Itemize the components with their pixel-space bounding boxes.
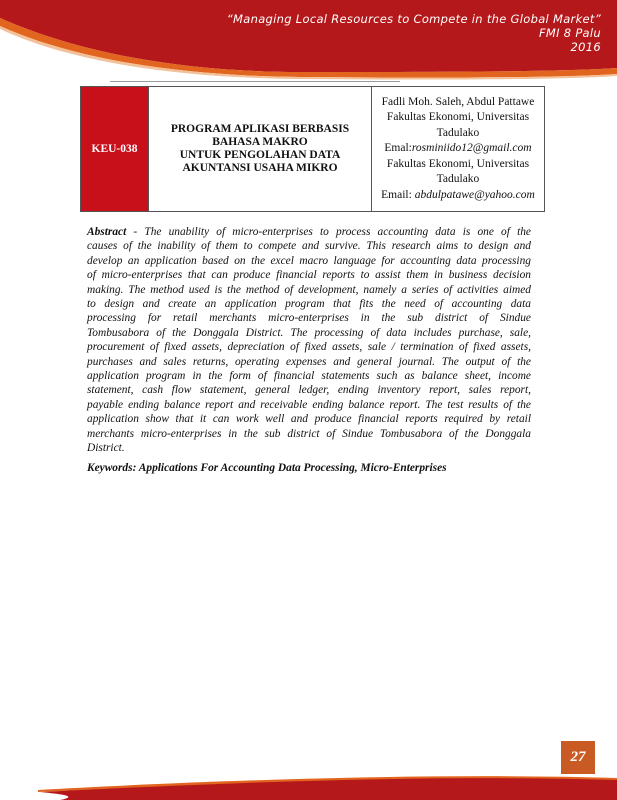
abstract-line: statement, cash flow statement, general ledger, ending inventory report, sales report, (87, 384, 531, 397)
paper-title-line: PROGRAM APLIKASI BERBASIS (170, 123, 350, 135)
affiliation-1-cont: Tadulako (436, 126, 480, 139)
paper-title-line: AKUNTANSI USAHA MIKRO (182, 162, 338, 174)
abstract-line: payable ending balance report and receivable ending balance report. The test results of the (87, 398, 531, 411)
abstract-line: District. (87, 442, 125, 455)
paper-title-line: BAHASA MAKRO (212, 136, 308, 148)
email-2-line (381, 188, 535, 204)
title-rule (110, 81, 400, 82)
abstract-line: procurement of fixed assets, depreciation of fixed assets, sale / termination of fixed assets, (87, 341, 531, 354)
email-1-prefix: Emal: (384, 142, 412, 155)
abstract-label: Abstract (87, 226, 127, 238)
keywords: Keywords: Applications For Accounting Data Processing, Micro-Enterprises (87, 462, 447, 474)
author-info (372, 87, 544, 211)
paper-code: KEU-038 (81, 87, 149, 211)
author-names: Fadli Moh. Saleh, Abdul Pattawe (381, 95, 535, 108)
header-event: FMI 8 Palu (538, 26, 601, 40)
abstract-line: application program in the form of financial statements such as balance sheet, income (87, 370, 531, 383)
abstract-line (87, 225, 531, 239)
abstract-line: merchants micro-enterprises in the sub district of Sindue Tombusabora of the Donggala (87, 427, 531, 440)
abstract-text: - The unability of micro-enterprises to process accounting data is one of the (126, 226, 531, 238)
abstract-line: to design and create an application program that fits the need of accounting data (87, 298, 531, 311)
paper-info-table (80, 86, 545, 212)
abstract-line: application show that it can work well and produce financial reports required by retail (87, 413, 531, 426)
abstract-line: processing for retail merchants micro-enterprises in the sub district of Sindue (87, 312, 531, 325)
header-tagline: “Managing Local Resources to Compete in the Global Market” (226, 12, 601, 26)
email-2-prefix: Email: (381, 188, 415, 201)
abstract-line: of micro-enterprises that can produce financial reports to assist them in business decision (87, 269, 531, 282)
affiliation-2: Fakultas Ekonomi, Universitas (386, 157, 530, 170)
abstract-line: purchases and sales returns, operating expenses and general journal. The output of the (87, 355, 531, 368)
abstract-line: causes of the inability of them to compete and survive. This research aims to design and (87, 240, 531, 253)
abstract-line: Tombusabora of the Donggala District. The processing of data includes purchase, sale, (87, 326, 531, 339)
affiliation-1: Fakultas Ekonomi, Universitas (386, 111, 530, 124)
header-text (227, 12, 601, 54)
paper-title-line: UNTUK PENGOLAHAN DATA (179, 149, 341, 161)
abstract (87, 225, 531, 456)
email-1-link[interactable]: rosminiido12@gmail.com (411, 142, 532, 155)
page-number: 27 (561, 741, 595, 776)
abstract-line: making. The method used is the method of development, namely a series of activities aimed (87, 283, 531, 296)
abstract-line: develop an application based on the excel macro language for accounting data processing (87, 254, 531, 267)
footer-band (0, 740, 617, 800)
email-2-link[interactable]: abdulpatawe@yahoo.com (414, 188, 535, 201)
paper-title (149, 87, 372, 211)
header-year: 2016 (570, 40, 601, 54)
email-1-line (384, 141, 531, 157)
affiliation-2-cont: Tadulako (436, 173, 480, 186)
